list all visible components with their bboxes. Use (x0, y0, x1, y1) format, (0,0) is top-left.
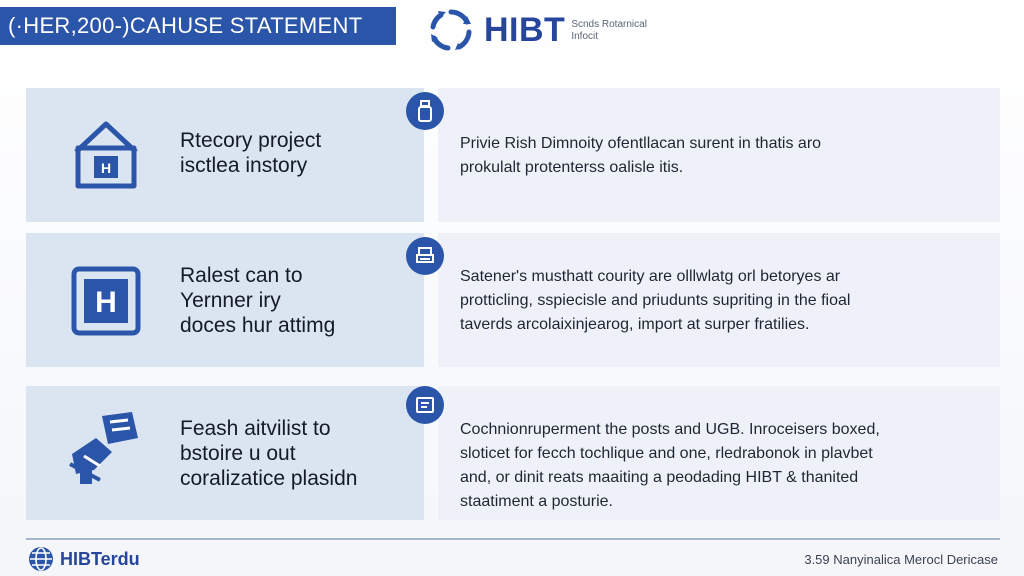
footer-brand (28, 544, 140, 574)
bottle-icon (416, 100, 434, 122)
row-heading-line: Yernner iry (180, 289, 281, 312)
id-card-icon (415, 396, 435, 414)
hospital-icon (70, 265, 142, 337)
row-description-line: staatiment a posturie. (460, 493, 613, 510)
row-description-line: taverds arcolaixinjearog, import at surper fratilies. (460, 316, 810, 333)
row-description-line: sloticet for fecch tochlique and one, rledrabonok in plavbet (460, 445, 873, 462)
page-title: (·HER,200-)CAHUSE STATEMENT (0, 7, 396, 45)
row-heading-line: bstoire u out (180, 442, 296, 465)
globe-icon (28, 546, 54, 572)
brand-subtitle (571, 19, 647, 43)
printer-badge-icon (406, 237, 444, 275)
row-description-line: Privie Rish Dimnoity ofentllacan surent in thatis aro (460, 135, 822, 152)
statement-row-3 (26, 386, 1000, 520)
brand-sub-line: Scnds Rotarnical (571, 19, 647, 30)
hibt-logo-icon (428, 8, 474, 52)
row-heading-line: Feash aitvilist to (180, 417, 331, 440)
printer-icon (415, 246, 435, 266)
row-description-line: Satener's musthatt courity are olllwlatg orl betoryes ar (460, 268, 841, 285)
row-heading-line: Ralest can to (180, 264, 303, 287)
hand-document-icon (66, 408, 144, 488)
row-description-line: protticling, sspiecisle and priudunts supriting in the fioal (460, 292, 851, 309)
footer-note: 3.59 Nanyinalica Merocl Dericase (804, 552, 998, 567)
row-heading-line: coralizatice plasidn (180, 467, 358, 490)
row-heading-line: doces hur attimg (180, 314, 336, 337)
row-heading (180, 416, 420, 491)
svg-text:H: H (100, 160, 112, 176)
row-description (460, 418, 990, 514)
row-description-line: prokulalt protenterss oalisle itis. (460, 159, 684, 176)
footer-brand-name: HIBTerdu (60, 548, 140, 569)
svg-text:H: H (95, 286, 117, 319)
row-heading (180, 128, 420, 178)
brand-header (428, 8, 647, 52)
statement-row-1 (26, 88, 1000, 222)
brand-name: HIBT (484, 10, 566, 49)
row-description-line: Cochnionruperment the posts and UGB. Inroceisers boxed, (460, 421, 880, 438)
row-description (460, 265, 990, 337)
row-heading-line: isctlea instory (180, 154, 308, 177)
row-heading-line: Rtecory project (180, 129, 322, 152)
row-description-line: and, or dinit reats maaiting a peodading HIBT & thanited (460, 469, 859, 486)
id-card-badge-icon (406, 386, 444, 424)
brand-sub-line: Infocit (571, 31, 599, 42)
footer-divider (26, 538, 1000, 540)
house-icon (70, 118, 142, 190)
statement-row-2 (26, 233, 1000, 367)
bottle-badge-icon (406, 92, 444, 130)
row-description (460, 132, 990, 180)
row-heading (180, 263, 420, 338)
